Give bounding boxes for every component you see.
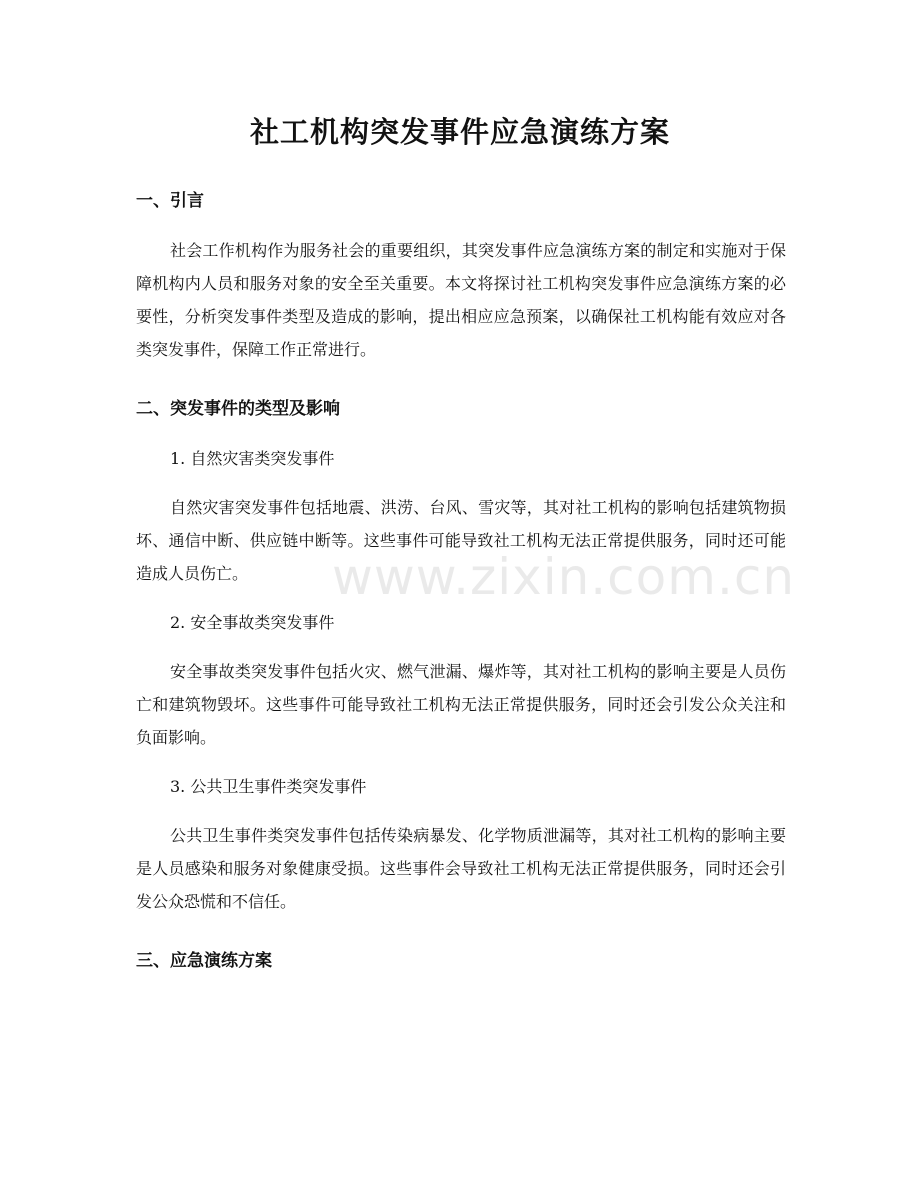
introduction-paragraph: 社会工作机构作为服务社会的重要组织，其突发事件应急演练方案的制定和实施对于保障机构内人员和服务对象的安全至关重要。本文将探讨社工机构突发事件应急演练方案的必要性，分析突发事件类型及造成的影响，提出相应应急预案，以确保社工机构能有效应对各类突发事件，保障工作正常进行。 <box>136 241 786 359</box>
paragraph-public-health: 公共卫生事件类突发事件包括传染病暴发、化学物质泄漏等，其对社工机构的影响主要是人员感染和服务对象健康受损。这些事件会导致社工机构无法正常提供服务，同时还会引发公众恐慌和不信任。 <box>136 826 786 911</box>
paragraph-natural-disaster: 自然灾害突发事件包括地震、洪涝、台风、雪灾等，其对社工机构的影响包括建筑物损坏、通信中断、供应链中断等。这些事件可能导致社工机构无法正常提供服务，同时还可能造成人员伤亡。 <box>136 498 786 583</box>
watermark: www.zixin.com.cn <box>332 548 796 606</box>
paragraph-safety-accident: 安全事故类突发事件包括火灾、燃气泄漏、爆炸等，其对社工机构的影响主要是人员伤亡和建筑物毁坏。这些事件可能导致社工机构无法正常提供服务，同时还会引发公众关注和负面影响。 <box>136 662 786 747</box>
document-body <box>136 184 786 978</box>
section-heading-drill-plan: 三、应急演练方案 <box>136 951 272 971</box>
section-heading-event-types: 二、突发事件的类型及影响 <box>136 399 340 419</box>
subheading-public-health: 3. 公共卫生事件类突发事件 <box>170 777 367 796</box>
page-title: 社工机构突发事件应急演练方案 <box>249 115 670 149</box>
subheading-safety-accident: 2. 安全事故类突发事件 <box>170 613 335 632</box>
section-heading-introduction: 一、引言 <box>136 191 204 211</box>
subheading-natural-disaster: 1. 自然灾害类突发事件 <box>170 449 335 468</box>
